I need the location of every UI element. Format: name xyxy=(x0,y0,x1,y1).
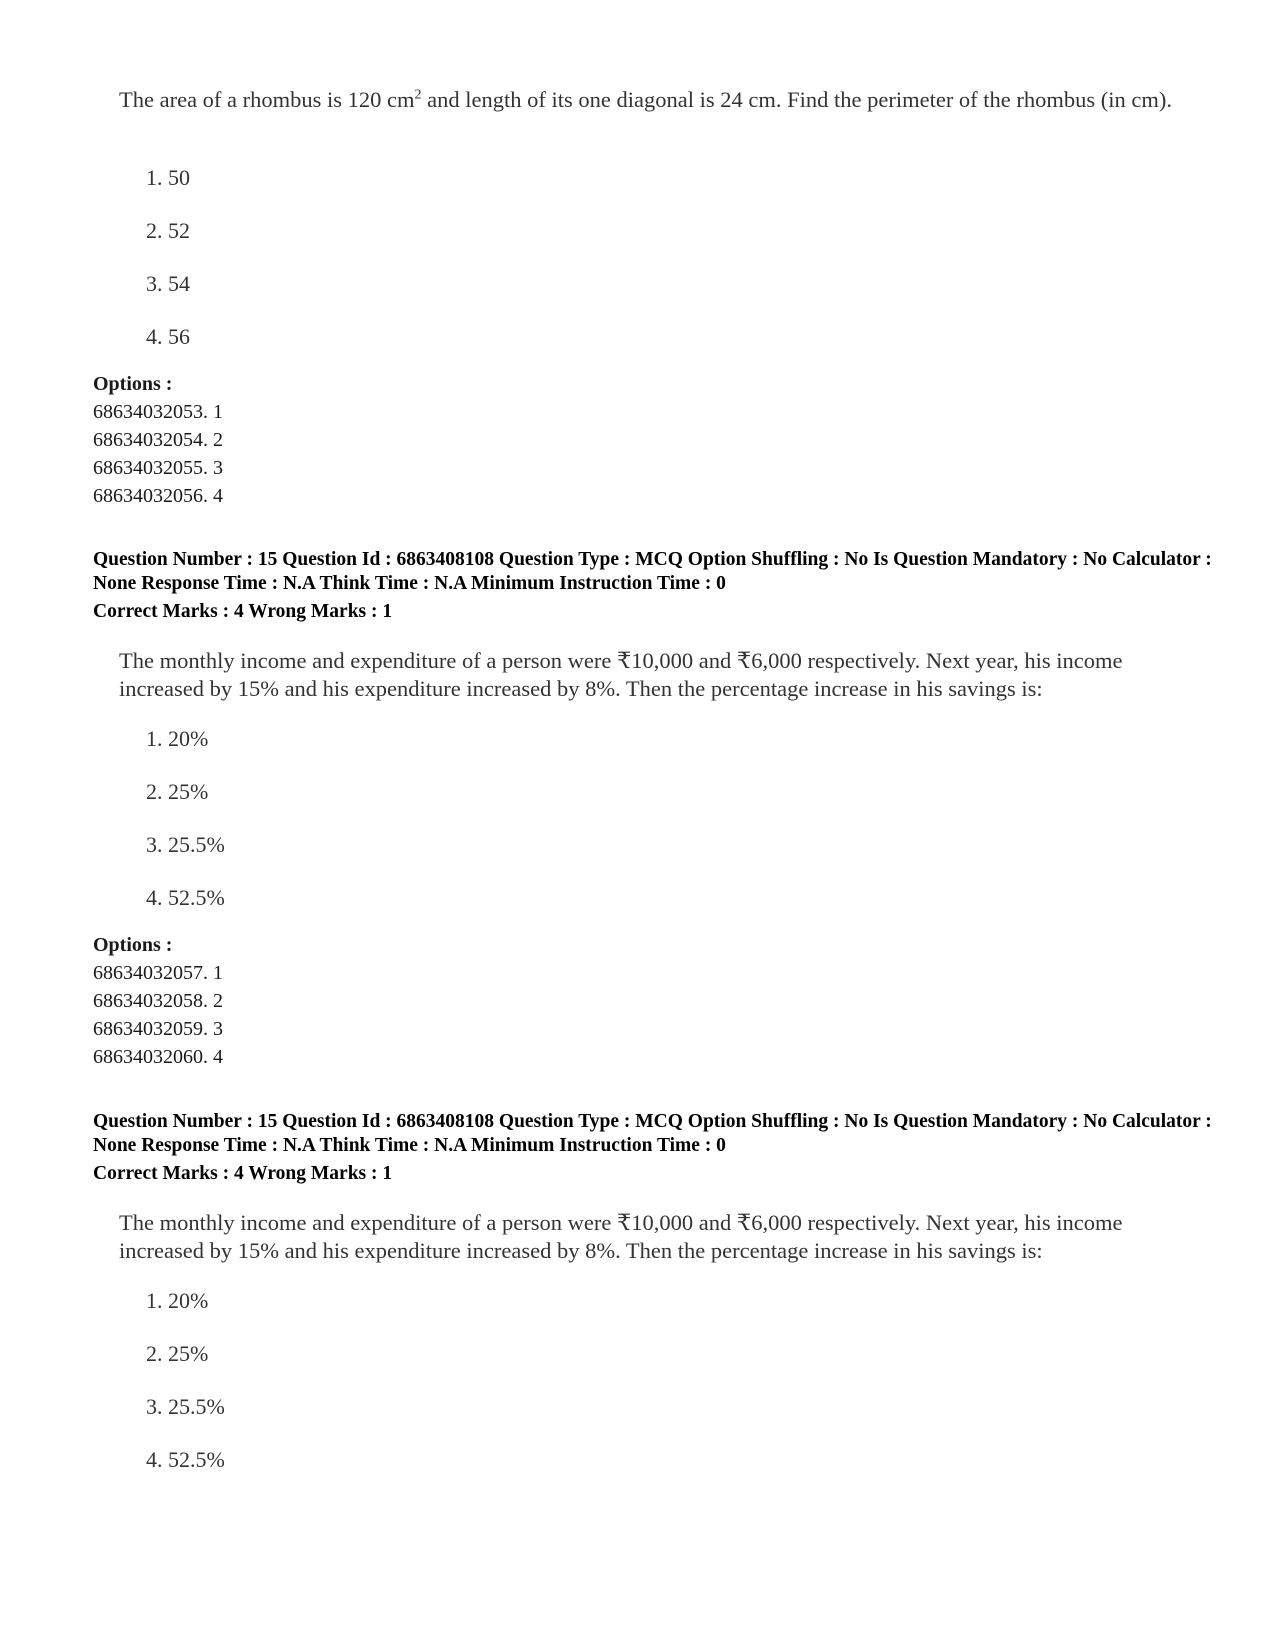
answer-choice: 2. 25% xyxy=(146,779,209,804)
options-label: Options : xyxy=(93,934,173,956)
option-id-row: 68634032059. 3 xyxy=(93,1018,223,1040)
answer-choice: 1. 20% xyxy=(146,1288,209,1313)
answer-choice: 3. 25.5% xyxy=(146,832,225,857)
superscript: 2 xyxy=(414,87,422,103)
answer-choice: 4. 52.5% xyxy=(146,885,225,910)
option-id-row: 68634032055. 3 xyxy=(93,457,223,479)
option-id-row: 68634032058. 2 xyxy=(93,990,223,1012)
question-text: The monthly income and expenditure of a person were ₹10,000 and ₹6,000 respectively. Next year, his income increased by 15% and his expenditure increased by 8%. Then the percentage increase in his savings is: xyxy=(119,648,1123,701)
question-text xyxy=(119,86,1199,114)
option-id-row: 68634032054. 2 xyxy=(93,429,223,451)
marks-info: Correct Marks : 4 Wrong Marks : 1 xyxy=(93,1163,393,1184)
question-metadata: Question Number : 15 Question Id : 6863408108 Question Type : MCQ Option Shuffling : No Is Question Mandatory : No Calculator : None Response Time : N.A Think Time : N.A Minimum Instruction Time : 0 xyxy=(93,549,1212,594)
answer-choice: 1. 20% xyxy=(146,726,209,751)
answer-choice: 2. 52 xyxy=(146,218,190,243)
answer-choice: 3. 25.5% xyxy=(146,1394,225,1419)
options-label: Options : xyxy=(93,373,173,395)
answer-choice: 4. 56 xyxy=(146,324,190,349)
answer-choice: 3. 54 xyxy=(146,271,190,296)
answer-choice: 1. 50 xyxy=(146,165,190,190)
option-id-row: 68634032057. 1 xyxy=(93,962,223,984)
marks-info: Correct Marks : 4 Wrong Marks : 1 xyxy=(93,601,393,622)
question-text-part: The area of a rhombus is 120 cm xyxy=(119,87,415,112)
question-text: The monthly income and expenditure of a person were ₹10,000 and ₹6,000 respectively. Next year, his income increased by 15% and his expenditure increased by 8%. Then the percentage increase in his savings is: xyxy=(119,1210,1123,1263)
option-id-row: 68634032056. 4 xyxy=(93,485,223,507)
answer-choice: 2. 25% xyxy=(146,1341,209,1366)
question-text-part: and length of its one diagonal is 24 cm. Find the perimeter of the rhombus (in cm). xyxy=(421,87,1173,112)
option-id-row: 68634032060. 4 xyxy=(93,1046,223,1068)
question-metadata: Question Number : 15 Question Id : 6863408108 Question Type : MCQ Option Shuffling : No Is Question Mandatory : No Calculator : None Response Time : N.A Think Time : N.A Minimum Instruction Time : 0 xyxy=(93,1111,1212,1156)
option-id-row: 68634032053. 1 xyxy=(93,401,223,423)
answer-choice: 4. 52.5% xyxy=(146,1447,225,1472)
